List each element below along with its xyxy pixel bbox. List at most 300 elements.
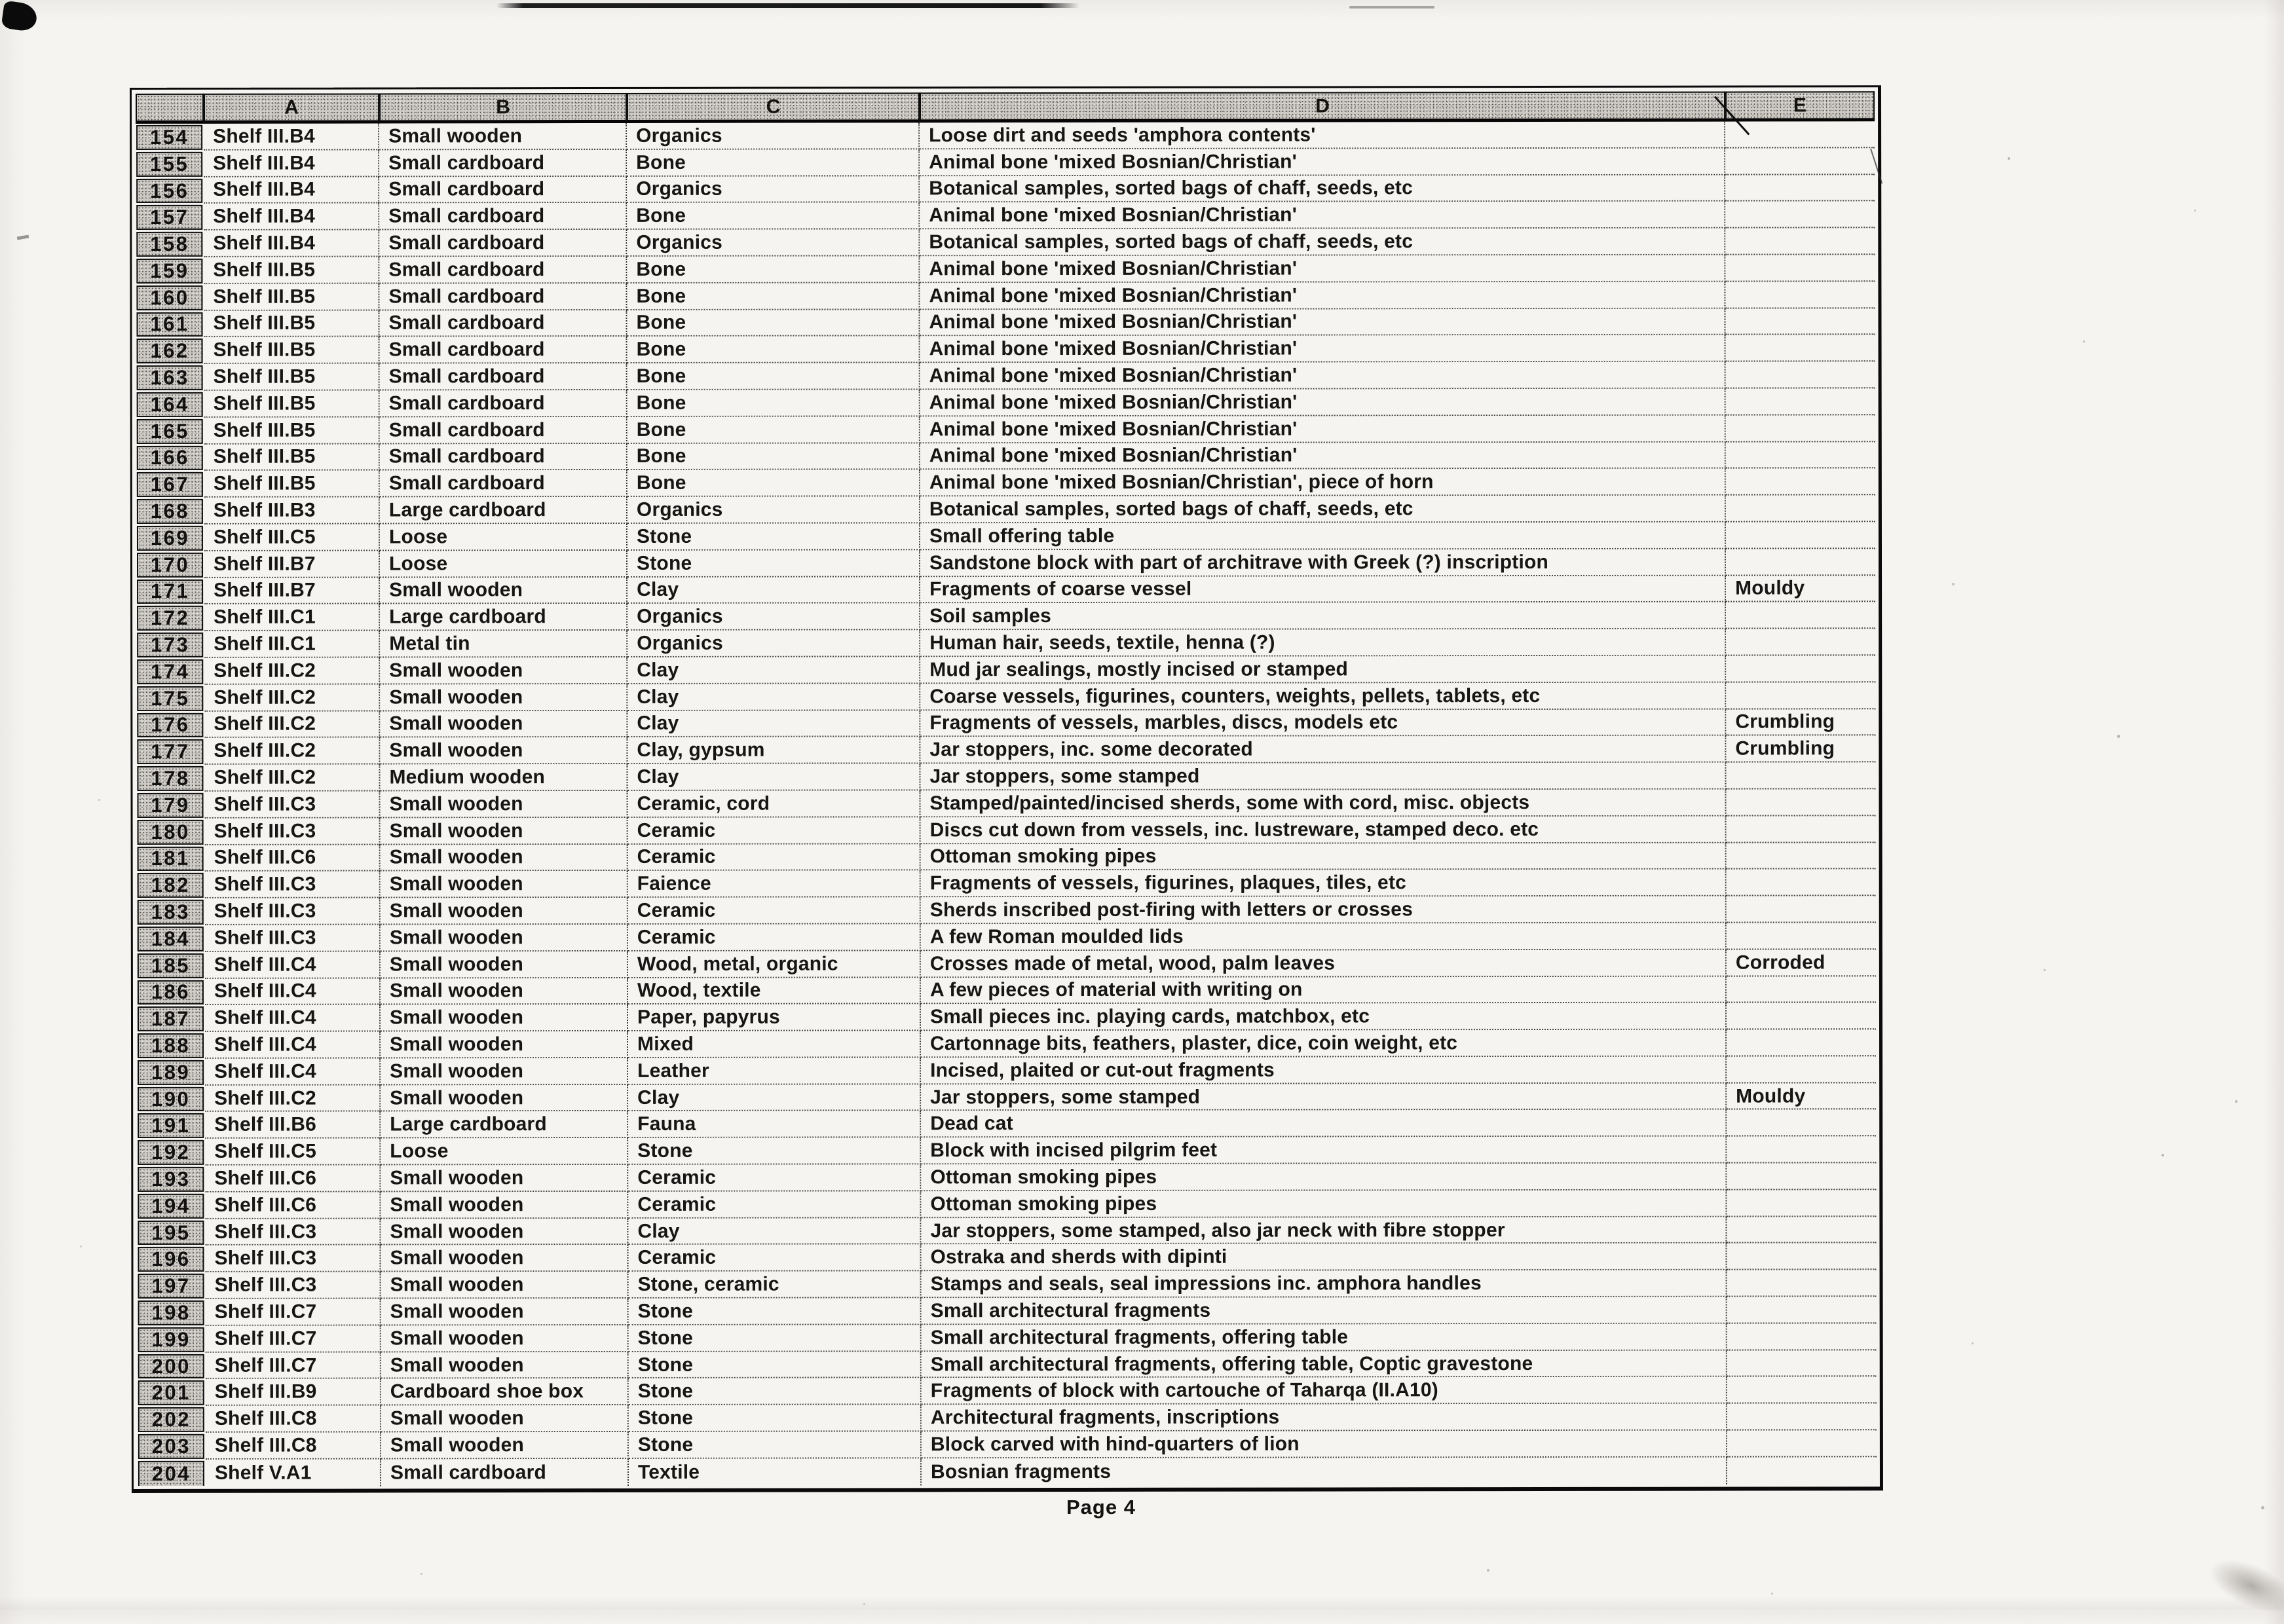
cell-description: Sherds inscribed post-firing with letters or crosses <box>921 896 1727 925</box>
row-number: 161 <box>136 312 202 337</box>
row-number: 164 <box>137 392 203 417</box>
cell-description: Ottoman smoking pipes <box>921 843 1727 871</box>
cell-container: Small wooden <box>381 818 628 845</box>
cell-material: Clay <box>627 764 920 790</box>
row-number: 204 <box>138 1461 204 1486</box>
cell-condition <box>1726 495 1875 522</box>
row-number: 185 <box>138 953 204 978</box>
cell-shelf: Shelf III.B6 <box>205 1112 381 1139</box>
scan-artifact-bottom-right-smudge <box>2201 1548 2284 1623</box>
cell-container: Small wooden <box>381 978 628 1005</box>
cell-condition <box>1727 1457 1877 1484</box>
cell-shelf: Shelf III.C6 <box>205 1192 381 1219</box>
cell-condition <box>1725 282 1875 308</box>
cell-material: Stone <box>627 523 920 550</box>
cell-material: Ceramic <box>628 1245 921 1272</box>
cell-container: Small wooden <box>381 1272 629 1299</box>
cell-description: Jar stoppers, inc. some decorated <box>920 736 1726 764</box>
cell-material: Organics <box>627 122 920 149</box>
scan-artifact-corner-blob <box>1 1 38 33</box>
row-number: 178 <box>137 766 203 791</box>
cell-condition <box>1726 682 1875 709</box>
cell-shelf: Shelf III.C3 <box>205 1246 381 1272</box>
cell-material: Fauna <box>628 1111 921 1138</box>
cell-shelf: Shelf III.C2 <box>204 738 380 765</box>
cell-description: Ottoman smoking pipes <box>921 1164 1727 1192</box>
row-number: 194 <box>138 1194 204 1219</box>
cell-condition <box>1727 1270 1877 1297</box>
cell-description: Block carved with hind-quarters of lion <box>922 1431 1727 1459</box>
cell-shelf: Shelf III.B5 <box>204 444 380 471</box>
cell-description: Cartonnage bits, feathers, plaster, dice, coin weight, etc <box>921 1030 1727 1058</box>
cell-description: Small architectural fragments, offering table, Coptic gravestone <box>922 1350 1727 1378</box>
cell-condition <box>1725 228 1875 255</box>
cell-condition <box>1725 202 1875 229</box>
cell-shelf: Shelf III.C7 <box>206 1325 381 1352</box>
cell-shelf: Shelf III.C4 <box>205 978 381 1005</box>
cell-material: Bone <box>627 443 920 470</box>
cell-material: Clay, gypsum <box>627 737 920 764</box>
cell-description: Dead cat <box>921 1110 1727 1138</box>
row-number: 182 <box>138 873 204 898</box>
cell-container: Small cardboard <box>380 417 627 444</box>
cell-condition <box>1727 1244 1876 1270</box>
page-number: Page 4 <box>1066 1496 1136 1519</box>
scan-speckle-dot <box>2008 157 2010 160</box>
cell-shelf: Shelf III.C3 <box>205 872 381 898</box>
cell-shelf: Shelf III.C3 <box>206 1272 381 1299</box>
cell-material: Ceramic <box>628 817 921 844</box>
column-header-b: B <box>379 93 627 124</box>
cell-condition <box>1727 1430 1877 1457</box>
row-number: 191 <box>138 1113 204 1138</box>
cell-material: Organics <box>627 230 920 257</box>
cell-container: Small wooden <box>381 871 628 898</box>
cell-material: Wood, textile <box>628 978 921 1005</box>
scan-artifact-top-streak <box>496 3 1079 8</box>
cell-condition <box>1727 1137 1876 1164</box>
cell-container: Small cardboard <box>380 363 627 390</box>
cell-condition <box>1726 629 1875 655</box>
cell-description: A few Roman moulded lids <box>921 923 1727 951</box>
cell-description: Animal bone 'mixed Bosnian/Christian' <box>920 202 1725 230</box>
cell-shelf: Shelf III.C3 <box>205 1219 381 1246</box>
cell-material: Stone <box>629 1325 922 1352</box>
cell-shelf: Shelf III.C2 <box>204 657 380 684</box>
cell-description: Human hair, seeds, textile, henna (?) <box>920 629 1726 657</box>
cell-container: Small wooden <box>381 1192 628 1219</box>
cell-material: Mixed <box>628 1031 921 1058</box>
cell-container: Small wooden <box>381 1005 628 1031</box>
cell-description: Animal bone 'mixed Bosnian/Christian' <box>920 308 1725 337</box>
cell-condition <box>1727 896 1876 923</box>
cell-shelf: Shelf III.B4 <box>204 150 379 177</box>
cell-shelf: Shelf III.C4 <box>205 1032 381 1059</box>
cell-description: Jar stoppers, some stamped, also jar neck with fibre stopper <box>921 1217 1727 1245</box>
cell-shelf: Shelf V.A1 <box>206 1459 381 1486</box>
cell-condition <box>1725 175 1875 202</box>
scan-speckle-dot <box>80 1246 82 1247</box>
row-number: 201 <box>138 1380 204 1405</box>
row-number: 159 <box>136 259 202 284</box>
cell-shelf: Shelf III.C3 <box>205 818 381 845</box>
row-number: 171 <box>137 579 203 604</box>
cell-container: Small cardboard <box>379 150 627 177</box>
cell-description: Animal bone 'mixed Bosnian/Christian' <box>920 442 1726 470</box>
cell-material: Textile <box>629 1458 922 1485</box>
row-number: 184 <box>138 927 204 951</box>
cell-shelf: Shelf III.C2 <box>204 711 380 738</box>
scan-speckle-dot <box>1771 1593 1773 1595</box>
cell-material: Clay <box>627 657 920 684</box>
cell-condition <box>1726 415 1875 442</box>
cell-shelf: Shelf III.C3 <box>205 791 381 818</box>
cell-condition <box>1726 549 1875 576</box>
cell-shelf: Shelf III.B5 <box>204 417 380 444</box>
cell-material: Stone <box>627 550 920 577</box>
cell-description: Small pieces inc. playing cards, matchbox, etc <box>921 1003 1727 1031</box>
cell-condition <box>1726 655 1875 682</box>
cell-material: Ceramic <box>628 1191 921 1218</box>
cell-condition <box>1727 1003 1876 1030</box>
cell-description: Animal bone 'mixed Bosnian/Christian' <box>920 415 1726 443</box>
cell-shelf: Shelf III.C8 <box>206 1433 381 1460</box>
row-number: 181 <box>138 846 204 871</box>
cell-container: Small wooden <box>381 791 628 818</box>
cell-container: Large cardboard <box>380 497 627 524</box>
cell-condition <box>1727 816 1876 843</box>
cell-container: Small cardboard <box>381 1459 629 1486</box>
scan-speckle-dot <box>1487 1569 1489 1572</box>
row-number: 199 <box>138 1327 204 1352</box>
row-number: 158 <box>136 232 202 257</box>
cell-material: Ceramic, cord <box>628 790 921 817</box>
row-number: 163 <box>137 365 203 390</box>
cell-container: Small wooden <box>381 1031 628 1058</box>
row-number: 177 <box>137 739 203 764</box>
cell-container: Small cardboard <box>379 310 627 337</box>
cell-description: Jar stoppers, some stamped <box>920 763 1726 791</box>
row-number: 202 <box>138 1407 204 1432</box>
cell-material: Ceramic <box>628 844 921 871</box>
cell-material: Clay <box>627 577 920 604</box>
cell-shelf: Shelf III.C7 <box>206 1352 381 1379</box>
cell-material: Wood, metal, organic <box>628 951 921 978</box>
cell-material: Bone <box>627 310 920 337</box>
cell-container: Large cardboard <box>381 1111 628 1138</box>
scan-speckle-dot <box>1972 1342 1974 1344</box>
cell-container: Small wooden <box>381 1085 628 1112</box>
inventory-table <box>130 85 1883 1492</box>
cell-shelf: Shelf III.B5 <box>204 471 380 498</box>
cell-description: Mud jar sealings, mostly incised or stamped <box>920 656 1726 684</box>
cell-condition <box>1727 1297 1877 1323</box>
cell-condition: Mouldy <box>1726 576 1875 602</box>
cell-material: Stone <box>629 1378 922 1405</box>
cell-material: Stone <box>629 1405 922 1432</box>
row-number: 186 <box>138 980 204 1005</box>
cell-shelf: Shelf III.C3 <box>205 925 381 951</box>
cell-description: Botanical samples, sorted bags of chaff, seeds, etc <box>920 229 1725 257</box>
cell-description: Jar stoppers, some stamped <box>921 1083 1727 1111</box>
scan-artifact-left-dash <box>17 234 29 240</box>
cell-shelf: Shelf III.B4 <box>204 204 379 231</box>
cell-shelf: Shelf III.C8 <box>206 1406 381 1433</box>
cell-container: Loose <box>381 1138 628 1165</box>
cell-condition <box>1727 1404 1877 1431</box>
cell-condition <box>1727 1163 1876 1190</box>
scan-speckle-dot <box>421 1573 422 1575</box>
corner-cell <box>136 94 204 124</box>
scan-artifact-top-streak-small <box>1349 6 1434 9</box>
cell-container: Small cardboard <box>380 444 627 471</box>
cell-container: Small wooden <box>380 657 627 684</box>
cell-container: Small wooden <box>380 710 627 737</box>
cell-description: Block with incised pilgrim feet <box>921 1137 1727 1165</box>
cell-description: Fragments of vessels, figurines, plaques, tiles, etc <box>921 870 1727 898</box>
cell-shelf: Shelf III.B7 <box>204 551 380 578</box>
cell-shelf: Shelf III.C3 <box>205 898 381 925</box>
scan-speckle-dot <box>1952 583 1955 585</box>
scan-speckle-dot <box>863 1603 865 1605</box>
cell-condition <box>1726 442 1875 469</box>
cell-container: Small wooden <box>381 951 628 978</box>
cell-container: Small wooden <box>381 1219 628 1246</box>
row-number: 168 <box>137 499 203 524</box>
cell-shelf: Shelf III.C4 <box>205 951 381 978</box>
cell-material: Clay <box>628 1084 921 1111</box>
row-number: 173 <box>137 633 203 657</box>
cell-condition <box>1727 1190 1876 1217</box>
cell-condition <box>1727 1377 1877 1404</box>
cell-description: Small architectural fragments, offering table <box>922 1323 1727 1352</box>
cell-container: Small cardboard <box>380 337 627 363</box>
cell-container: Small wooden <box>379 123 627 150</box>
row-number: 172 <box>137 606 203 631</box>
cell-condition <box>1726 388 1875 415</box>
row-number: 189 <box>138 1060 204 1085</box>
cell-material: Organics <box>627 176 920 203</box>
scan-speckle-dot <box>2162 1154 2164 1156</box>
cell-container: Small wooden <box>381 1432 629 1459</box>
row-number: 198 <box>138 1301 204 1325</box>
cell-material: Leather <box>628 1058 921 1084</box>
cell-container: Small wooden <box>380 737 627 764</box>
row-number: 176 <box>137 712 203 737</box>
scan-speckle-dot <box>2235 1100 2237 1103</box>
cell-material: Ceramic <box>628 897 921 924</box>
cell-material: Ceramic <box>628 1164 921 1191</box>
cell-material: Bone <box>627 149 920 176</box>
cell-condition: Crumbling <box>1726 709 1875 736</box>
cell-shelf: Shelf III.C2 <box>204 765 380 792</box>
row-number: 154 <box>136 125 202 150</box>
row-number: 200 <box>138 1354 204 1378</box>
row-number: 156 <box>136 178 202 203</box>
cell-description: Bosnian fragments <box>922 1457 1727 1485</box>
row-number: 175 <box>137 686 203 711</box>
cell-material: Stone <box>629 1352 922 1378</box>
cell-container: Small cardboard <box>379 230 627 257</box>
row-number: 188 <box>138 1033 204 1058</box>
cell-condition <box>1726 361 1875 388</box>
row-number: 180 <box>138 820 204 845</box>
cell-condition: Crumbling <box>1726 736 1875 763</box>
cell-description: Fragments of vessels, marbles, discs, models etc <box>920 709 1726 737</box>
cell-description: Animal bone 'mixed Bosnian/Christian' <box>920 362 1726 390</box>
cell-condition <box>1726 762 1875 789</box>
cell-material: Bone <box>627 283 920 310</box>
cell-shelf: Shelf III.B7 <box>204 578 380 604</box>
cell-container: Medium wooden <box>380 764 627 791</box>
cell-material: Stone <box>628 1138 921 1165</box>
cell-condition <box>1726 469 1875 496</box>
cell-description: Small offering table <box>920 523 1726 551</box>
cell-shelf: Shelf III.C4 <box>205 1005 381 1032</box>
cell-material: Ceramic <box>628 924 921 951</box>
cell-description: Ostraka and sherds with dipinti <box>921 1244 1727 1272</box>
cell-shelf: Shelf III.B9 <box>206 1379 381 1406</box>
cell-material: Clay <box>627 684 920 710</box>
cell-description: Discs cut down from vessels, inc. lustreware, stamped deco. etc <box>921 816 1727 844</box>
cell-container: Small wooden <box>381 1405 629 1432</box>
cell-material: Organics <box>627 630 920 657</box>
cell-material: Organics <box>627 496 920 523</box>
cell-condition <box>1727 976 1876 1003</box>
scan-speckle-dot <box>2261 1506 2264 1509</box>
row-number: 190 <box>138 1087 204 1112</box>
row-number: 196 <box>138 1247 204 1272</box>
cell-description: Architectural fragments, inscriptions <box>922 1404 1727 1432</box>
cell-description: Botanical samples, sorted bags of chaff, seeds, etc <box>920 175 1725 203</box>
cell-description: Animal bone 'mixed Bosnian/Christian', piece of horn <box>920 469 1726 497</box>
cell-condition <box>1726 789 1875 816</box>
cell-shelf: Shelf III.B5 <box>204 257 379 284</box>
cell-container: Small wooden <box>380 577 627 604</box>
cell-description: Animal bone 'mixed Bosnian/Christian' <box>920 389 1726 417</box>
cell-container: Large cardboard <box>380 604 627 631</box>
cell-shelf: Shelf III.C6 <box>205 1166 381 1192</box>
cell-container: Small wooden <box>381 1058 628 1085</box>
row-number: 187 <box>138 1006 204 1031</box>
row-number: 166 <box>137 445 203 470</box>
cell-condition <box>1725 308 1875 335</box>
cell-description: Sandstone block with part of architrave with Greek (?) inscription <box>920 549 1726 577</box>
cell-shelf: Shelf III.C7 <box>206 1299 381 1326</box>
scan-speckle-dot <box>2083 341 2085 342</box>
cell-container: Small cardboard <box>380 470 627 497</box>
cell-container: Small wooden <box>381 898 628 925</box>
cell-container: Small wooden <box>380 684 627 711</box>
cell-material: Bone <box>627 363 920 390</box>
cell-material: Bone <box>627 416 920 443</box>
row-number: 174 <box>137 659 203 684</box>
row-number: 165 <box>137 419 203 444</box>
cell-container: Small cardboard <box>379 284 627 310</box>
table-grid <box>136 91 1877 1486</box>
cell-container: Cardboard shoe box <box>381 1378 629 1405</box>
cell-material: Bone <box>627 470 920 497</box>
cell-container: Metal tin <box>380 631 627 657</box>
cell-shelf: Shelf III.B5 <box>204 337 380 364</box>
cell-condition <box>1725 255 1875 282</box>
cell-condition: Mouldy <box>1727 1083 1876 1110</box>
cell-description: Loose dirt and seeds 'amphora contents' <box>920 122 1725 150</box>
cell-shelf: Shelf III.B5 <box>204 364 380 391</box>
cell-material: Clay <box>628 1218 921 1245</box>
row-number: 192 <box>138 1140 204 1165</box>
row-number: 162 <box>137 339 203 363</box>
cell-material: Organics <box>627 604 920 631</box>
cell-condition <box>1727 1056 1876 1083</box>
cell-material: Bone <box>627 390 920 416</box>
row-number: 183 <box>138 900 204 925</box>
row-number: 157 <box>136 205 202 230</box>
cell-description: Fragments of block with cartouche of Taharqa (II.A10) <box>922 1377 1727 1405</box>
cell-shelf: Shelf III.C1 <box>204 604 380 631</box>
cell-description: Animal bone 'mixed Bosnian/Christian' <box>920 335 1726 363</box>
cell-condition <box>1726 335 1875 362</box>
column-header-c: C <box>627 92 920 123</box>
cell-condition <box>1726 522 1875 549</box>
cell-shelf: Shelf III.C5 <box>204 524 380 551</box>
cell-shelf: Shelf III.B3 <box>204 498 380 525</box>
cell-description: Coarse vessels, figurines, counters, weights, pellets, tablets, etc <box>920 682 1726 710</box>
cell-container: Small wooden <box>381 1299 629 1325</box>
scan-speckle-dot <box>2044 969 2046 971</box>
cell-container: Small wooden <box>381 1325 629 1352</box>
cell-container: Loose <box>380 524 627 551</box>
cell-material: Clay <box>627 710 920 737</box>
row-number: 193 <box>138 1167 204 1192</box>
cell-condition <box>1726 602 1875 629</box>
cell-container: Small wooden <box>381 1165 628 1192</box>
row-number: 160 <box>136 286 202 310</box>
cell-description: Crosses made of metal, wood, palm leaves <box>921 950 1727 978</box>
cell-condition <box>1727 843 1876 870</box>
cell-shelf: Shelf III.B5 <box>204 310 379 337</box>
cell-description: Soil samples <box>920 602 1726 631</box>
cell-shelf: Shelf III.B4 <box>204 231 379 257</box>
cell-description: Animal bone 'mixed Bosnian/Christian' <box>920 282 1725 310</box>
row-number: 155 <box>136 152 202 177</box>
row-number: 167 <box>137 472 203 497</box>
row-number: 203 <box>138 1434 204 1459</box>
column-header-e: E <box>1725 91 1875 121</box>
row-number: 170 <box>137 553 203 578</box>
scan-speckle-dot <box>98 799 100 801</box>
cell-material: Stone <box>629 1298 922 1325</box>
cell-container: Small wooden <box>381 925 628 951</box>
cell-description: Ottoman smoking pipes <box>921 1190 1727 1218</box>
cell-shelf: Shelf III.C4 <box>205 1058 381 1085</box>
cell-shelf: Shelf III.C5 <box>205 1139 381 1166</box>
cell-shelf: Shelf III.B5 <box>204 390 380 417</box>
cell-description: Stamped/painted/incised sherds, some with cord, misc. objects <box>920 790 1726 818</box>
cell-material: Bone <box>627 337 920 363</box>
cell-material: Bone <box>627 256 920 283</box>
column-header-a: A <box>204 93 379 123</box>
cell-container: Small wooden <box>381 844 628 871</box>
cell-shelf: Shelf III.B5 <box>204 284 379 310</box>
cell-shelf: Shelf III.C1 <box>204 631 380 658</box>
cell-material: Stone, ceramic <box>629 1272 922 1299</box>
cell-description: Botanical samples, sorted bags of chaff, seeds, etc <box>920 496 1726 524</box>
cell-container: Small wooden <box>381 1352 629 1379</box>
cell-material: Paper, papyrus <box>628 1005 921 1031</box>
cell-container: Small cardboard <box>379 177 627 204</box>
cell-description: A few pieces of material with writing on <box>921 976 1727 1005</box>
